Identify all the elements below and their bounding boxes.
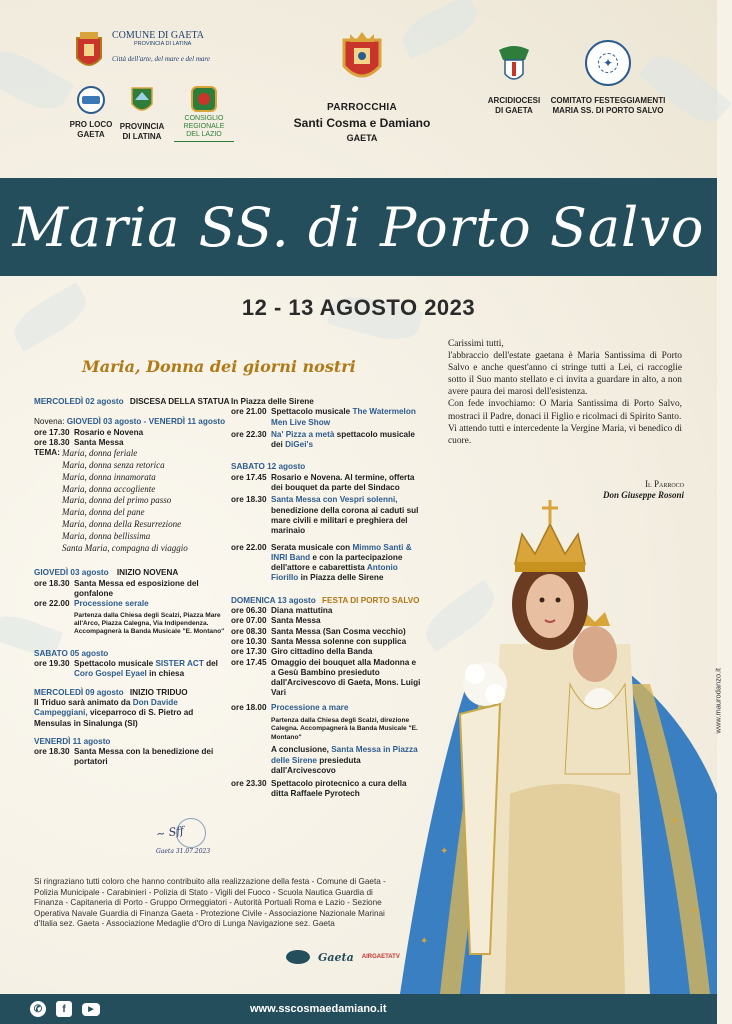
schedule-row <box>231 473 421 494</box>
title-banner <box>0 178 717 276</box>
conclusion-text <box>271 745 421 776</box>
day-label: MERCOLEDÌ 09 agosto <box>34 687 124 697</box>
parrocchia-line3: GAETA <box>346 133 378 143</box>
description: Santa Messa con la benedizione dei portatori <box>74 747 214 767</box>
parrocchia-crest-icon <box>340 30 384 88</box>
desc-part: benedizione della corona ai caduti sul mare civili e militari e preghiera del marinaio <box>271 505 419 536</box>
schedule-row <box>34 747 230 768</box>
place-label: In Piazza delle Sirene <box>231 397 314 406</box>
section-novena <box>34 417 230 554</box>
description: Santa Messa solenne con supplica <box>271 636 407 646</box>
tema-item: Santa Maria, compagna di viaggio <box>62 542 188 553</box>
desc-part: A conclusione, <box>271 745 332 755</box>
schedule-row <box>231 543 421 584</box>
day-label: DOMENICA 13 agosto <box>231 595 316 605</box>
letter-body: l'abbraccio dell'estate gaetana è Maria Santissima di Porto Salvo e anche quest'anno ci stringe tutti a Lei, ci raccoglie sotto il Suo manto stellato e ci invita a guardare in alto, a non avere paura dei marosi dell'esistenza. <box>448 351 682 398</box>
schedule-row <box>34 428 230 438</box>
pro-loco-logo <box>68 86 114 140</box>
sponsor-airgaeta: AIRGAETATV <box>361 954 400 960</box>
comitato-seal-icon: ✦ <box>585 40 631 86</box>
provincia-crest-icon <box>130 86 154 116</box>
schedule-row <box>34 579 230 600</box>
comune-motto: Città dell'arte, del mare e del mare <box>112 55 210 63</box>
comune-logo <box>74 30 210 74</box>
desc-part: spettacolo musicale dei <box>271 429 415 450</box>
time: ore 18.30 <box>34 747 70 757</box>
comune-name: COMUNE DI GAETA <box>112 30 204 41</box>
section-inizio-novena <box>34 568 230 636</box>
desc-highlight: Santa Messa in Piazza delle Sirene <box>271 745 418 765</box>
consiglio-logo <box>170 86 238 142</box>
novena-range: GIOVEDÌ 03 agosto - VENERDÌ 11 agosto <box>66 417 226 427</box>
description: Santa Messa (San Cosma vecchio) <box>271 626 406 636</box>
description: Processione a mare <box>271 702 349 712</box>
sponsor-logos <box>286 950 400 964</box>
time: ore 22.30 <box>231 429 267 439</box>
letter-signature: Don Giuseppe Rosoni <box>602 490 684 500</box>
provincia-logo <box>118 86 166 142</box>
day-label: GIOVEDÌ 03 agosto <box>34 568 109 578</box>
schedule-row <box>231 495 421 536</box>
footer-bar <box>0 994 717 1024</box>
tema-item: Maria, donna innamorata <box>62 471 156 482</box>
desc-part: in Piazza delle Sirene <box>298 573 384 583</box>
youtube-icon[interactable]: ▶ <box>82 1003 100 1016</box>
desc-part: e con la partecipazione dell'attore e cabarettista <box>271 552 403 573</box>
desc-highlight: Coro Gospel Eyael <box>74 669 147 679</box>
schedule-row <box>231 627 421 637</box>
section-triduo <box>34 688 230 729</box>
parrocchia-line2: Santi Cosma e Damiano <box>293 116 431 130</box>
desc-highlight: Na' Pizza a metà <box>271 429 335 439</box>
section-sister-act <box>34 649 230 680</box>
event-label: INIZIO NOVENA <box>116 568 179 578</box>
time: ore 18.00 <box>231 702 267 712</box>
schedule-row <box>34 659 230 680</box>
whatsapp-icon[interactable]: ✆ <box>30 1001 46 1017</box>
description: Rosario e Novena <box>74 427 144 437</box>
time: ore 10.30 <box>231 636 267 646</box>
time: ore 18.30 <box>231 495 267 505</box>
comune-province: PROVINCIA DI LATINA <box>134 41 192 47</box>
tema-item: Maria, donna del primo passo <box>62 495 172 506</box>
tema-item: Maria, donna feriale <box>62 448 138 459</box>
day-label: SABATO 12 agosto <box>231 462 306 472</box>
schedule-row <box>231 703 421 713</box>
consiglio-caption: CONSIGLIO REGIONALE DEL LAZIO <box>183 115 225 138</box>
description: Santa Messa <box>74 437 124 447</box>
subtitle: Maria, Donna dei giorni nostri <box>82 357 356 376</box>
sponsor-gaeta: Gaeta <box>318 950 354 964</box>
desc-part: Serata musicale con <box>271 542 353 552</box>
tema-item: Maria, donna bellissima <box>62 530 151 541</box>
comitato-logo <box>548 40 668 116</box>
section-portatori <box>34 737 230 768</box>
signature: ~ Sff <box>155 824 185 841</box>
time: ore 18.30 <box>34 437 70 447</box>
banner-title: Maria SS. di Porto Salvo <box>12 195 705 259</box>
schedule-row <box>231 779 421 800</box>
schedule-row <box>231 616 421 626</box>
triduo-text <box>34 698 230 729</box>
novena-label: Novena: <box>34 417 65 427</box>
description <box>271 407 421 428</box>
tema-item: Maria, donna accogliente <box>62 483 156 494</box>
time: ore 06.30 <box>231 606 267 616</box>
svg-text:✦: ✦ <box>670 816 679 827</box>
event-label: INIZIO TRIDUO <box>129 687 188 697</box>
time: ore 08.30 <box>231 626 267 636</box>
letter-role: Il Parroco <box>645 479 684 489</box>
tema-row <box>34 448 230 554</box>
procession-note: Partenza dalla Chiesa degli Scalzi, direzione Calegna. Accompagnerà la Banda Musicale "E. Montano" <box>271 717 418 741</box>
desc-highlight: Don Davide Campeggiani, <box>34 697 178 718</box>
tema-item: Maria, donna della Resurrezione <box>62 518 182 529</box>
facebook-icon[interactable]: f <box>56 1001 72 1017</box>
day-label: MERCOLEDÌ 02 agosto <box>34 397 124 406</box>
schedule-row <box>231 407 421 428</box>
event-label: DISCESA DELLA STATUA <box>129 397 230 406</box>
procession-note: Partenza dalla Chiesa degli Scalzi, Piazza Mare all'Arco, Piazza Calegna, Via Indipendenza. Accompagnerà la Banda Musicale "E. Montano" <box>74 611 225 636</box>
desc-highlight: SISTER ACT <box>155 659 204 669</box>
description: Santa Messa <box>271 616 321 626</box>
consiglio-emblem-icon <box>191 86 217 112</box>
section-sabato <box>231 462 421 583</box>
desc-highlight: The Watermelon Men Live Show <box>271 407 416 427</box>
description: Diana mattutina <box>271 606 333 616</box>
schedule-row <box>231 430 421 451</box>
tema-list <box>62 448 230 554</box>
schedule-row <box>34 599 230 609</box>
desc-highlight: Santa Messa con Vespri solenni, <box>271 495 398 505</box>
desc-part: Il Triduo sarà animato da <box>34 697 133 707</box>
parrocchia-line1: PARROCCHIA <box>326 102 398 113</box>
desc-highlight: DiGei's <box>285 440 313 450</box>
description <box>271 430 421 451</box>
description: Santa Messa ed esposizione del gonfalone <box>74 578 199 598</box>
description <box>74 659 230 680</box>
arcidiocesi-crest-icon <box>497 44 531 84</box>
description: Processione serale <box>74 599 149 609</box>
comune-crest-icon <box>74 30 104 74</box>
pro-loco-seal-icon <box>77 86 105 114</box>
section-discesa <box>34 397 230 407</box>
day-label: SABATO 05 agosto <box>34 648 109 658</box>
tema-item: Maria, donna senza retorica <box>62 459 165 470</box>
time: ore 17.30 <box>231 647 267 657</box>
schedule-row <box>231 658 421 699</box>
tema-label: TEMA: <box>34 448 60 458</box>
schedule-row <box>231 637 421 647</box>
time: ore 22.00 <box>34 599 70 609</box>
desc-highlight: Mimmo Santi & INRI Band <box>271 542 412 562</box>
arcidiocesi-caption: ARCIDIOCESI DI GAETA <box>487 96 541 115</box>
comitato-caption: COMITATO FESTEGGIAMENTI MARIA SS. DI PORTO SALVO <box>550 96 666 115</box>
letter-greeting: Carissimi tutti, <box>448 339 504 349</box>
madonna-statue-image <box>400 494 717 994</box>
schedule-row <box>231 606 421 616</box>
svg-text:✦: ✦ <box>440 846 449 857</box>
sponsor-logo-icon <box>286 950 310 964</box>
desc-part: presieduta dall'Arcivescovo <box>271 755 361 775</box>
schedule-row <box>231 647 421 657</box>
letter-body-3: Vi attendo tutti e intercedente la Vergine Maria, vi benedico di cuore. <box>448 423 682 446</box>
svg-text:✦: ✦ <box>690 906 699 917</box>
website-link[interactable]: www.sscosmaedamiano.it <box>250 1003 387 1015</box>
tema-item: Maria, donna del pane <box>62 507 145 518</box>
svg-text:✦: ✦ <box>420 936 429 947</box>
arcidiocesi-logo <box>484 44 544 116</box>
time: ore 22.00 <box>231 542 267 552</box>
description: Rosario e Novena. Al termine, offerta dei bouquet da parte del Sindaco <box>271 472 415 493</box>
letter-body-2: Con fede invochiamo: O Maria Santissima di Porto Salvo, mostraci il Padre, donaci il Figlio e ricolmaci di Spirito Santo. <box>448 399 682 422</box>
provincia-caption: PROVINCIA DI LATINA <box>119 122 165 141</box>
description <box>271 543 421 584</box>
time: ore 18.30 <box>34 578 70 588</box>
event-label: FESTA DI PORTO SALVO <box>322 595 420 605</box>
time: ore 19.30 <box>34 659 70 669</box>
signature-date: Gaeta 31.07.2023 <box>156 848 211 855</box>
desc-part: Spettacolo musicale <box>74 659 156 669</box>
parish-stamp <box>156 818 216 858</box>
event-date: 12 - 13 AGOSTO 2023 <box>241 295 476 320</box>
desc-part: viceparroco di S. Pietro ad Mensulas in Sinalunga (SI) <box>34 708 194 728</box>
description: Omaggio dei bouquet alla Madonna e a Gesù Bambino presieduto dall'Arcivescovo di Gaeta, Mons. Luigi Vari <box>271 657 421 698</box>
time: ore 07.00 <box>231 616 267 626</box>
time: ore 17.45 <box>231 657 267 667</box>
desc-part: del <box>203 659 218 669</box>
time: ore 17.30 <box>34 427 70 437</box>
section-domenica <box>231 596 421 800</box>
pro-loco-caption: PRO LOCO GAETA <box>69 120 113 139</box>
time: ore 23.30 <box>231 779 267 789</box>
desc-highlight: Antonio Fiorillo <box>271 563 398 583</box>
desc-part: Spettacolo musicale <box>271 407 353 417</box>
program-middle-column <box>231 397 421 800</box>
parish-letter <box>448 338 682 447</box>
description: Spettacolo pirotecnico a cura della ditta Raffaele Pyrotech <box>271 779 407 799</box>
photo-credit: www.maurodanzo.it <box>713 668 722 734</box>
time: ore 17.45 <box>231 472 267 482</box>
acknowledgements: Si ringraziano tutti coloro che hanno contribuito alla realizzazione della festa - Comune di Gaeta - Polizia Municipale - Carabinieri - Polizia di Stato - Vigili del Fuoco - Scuola Nautica Guardia di Finanza - Capitaneria di Porto - Gruppo Ormeggiatori - Autorità Portuali Roma e Lazio - Sezione Operativa Navale Guardia di Finanza Gaeta - Protezione Civile - Associazione Nazionale Marinai d'Italia sez. Gaeta - Associazione Medaglie d'Oro di Lunga Navigazione sez. Gaeta <box>34 877 386 929</box>
parrocchia-logo <box>282 30 442 143</box>
header <box>0 0 717 178</box>
program-left-column <box>34 397 230 774</box>
description: Giro cittadino della Banda <box>271 647 373 657</box>
desc-part: in chiesa <box>146 669 185 679</box>
description <box>271 495 421 536</box>
day-label: VENERDÌ 11 agosto <box>34 736 111 746</box>
time: ore 21.00 <box>231 407 267 417</box>
schedule-row <box>34 438 230 448</box>
